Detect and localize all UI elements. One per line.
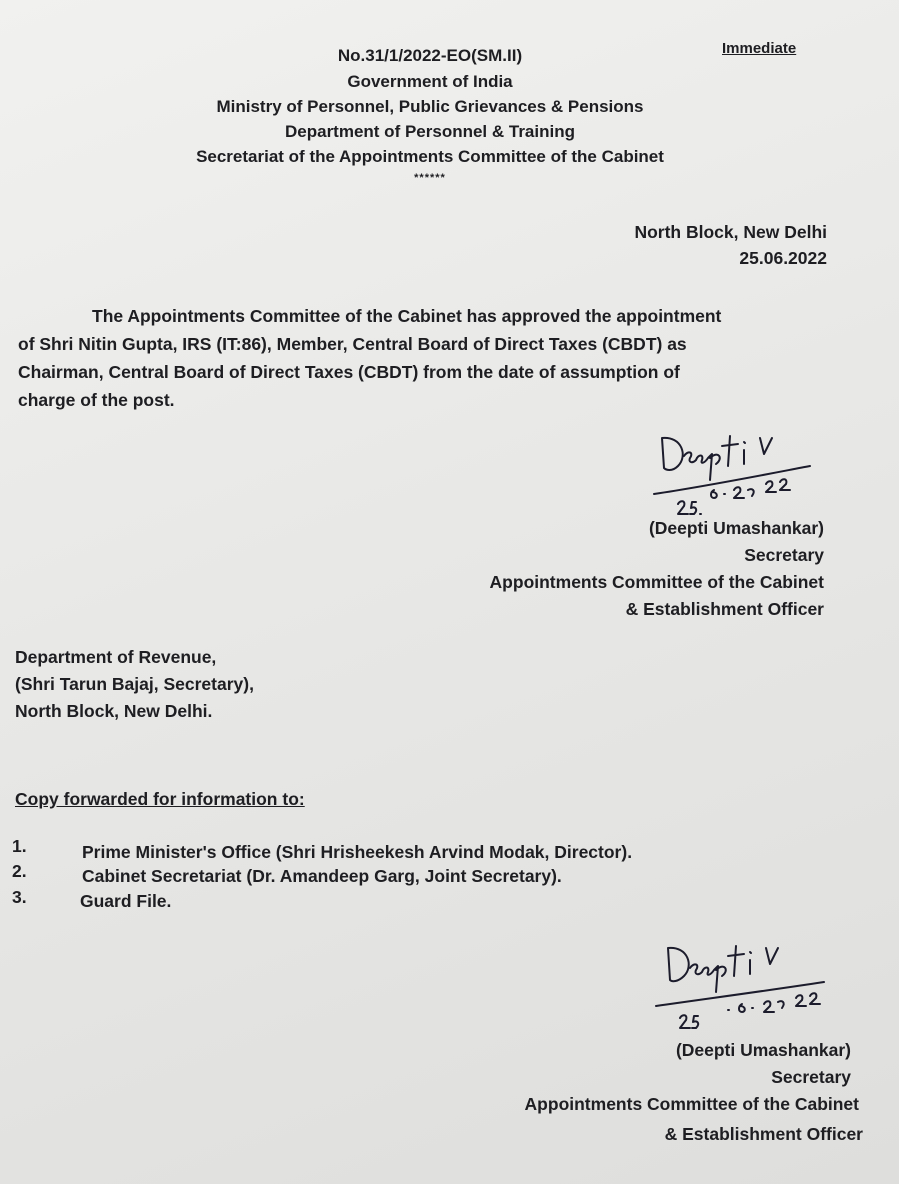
date: 25.06.2022 (739, 248, 827, 268)
copy-heading: Copy forwarded for information to: (15, 789, 305, 809)
signatory-designation-1: Secretary (744, 545, 824, 565)
handwritten-signature-2 (652, 930, 842, 1040)
signatory-office-1: Appointments Committee of the Cabinet (489, 572, 824, 592)
signatory-office-3: Appointments Committee of the Cabinet (524, 1094, 859, 1114)
signatory-designation-2: Secretary (771, 1067, 851, 1087)
handwritten-signature-1 (648, 418, 828, 523)
place: North Block, New Delhi (634, 222, 827, 242)
signatory-name-2: (Deepti Umashankar) (675, 1040, 851, 1060)
addressee-line-1: Department of Revenue, (15, 647, 217, 667)
copy-item-text: Guard File. (80, 891, 172, 911)
priority-label: Immediate (722, 40, 797, 57)
addressee-line-2: (Shri Tarun Bajaj, Secretary), (15, 674, 254, 694)
government-name: Government of India (347, 72, 513, 91)
copy-item-number: 3. (12, 887, 27, 907)
ministry-name: Ministry of Personnel, Public Grievances & Pensions (216, 97, 644, 116)
department-name: Department of Personnel & Training (285, 122, 575, 141)
body-line-3: Chairman, Central Board of Direct Taxes (CBDT) from the date of assumption of (18, 362, 680, 382)
addressee-line-3: North Block, New Delhi. (15, 701, 213, 721)
body-line-2: of Shri Nitin Gupta, IRS (IT:86), Member, Central Board of Direct Taxes (CBDT) as (18, 334, 687, 354)
copy-item-text: Cabinet Secretariat (Dr. Amandeep Garg, Joint Secretary). (82, 866, 562, 886)
signatory-office-2: & Establishment Officer (625, 599, 824, 619)
copy-item-number: 2. (12, 861, 27, 881)
signatory-name-1: (Deepti Umashankar) (648, 518, 824, 538)
secretariat-name: Secretariat of the Appointments Committee of the Cabinet (196, 147, 664, 166)
copy-item-number: 1. (12, 836, 27, 856)
signatory-office-4: & Establishment Officer (664, 1124, 863, 1144)
copy-item-text: Prime Minister's Office (Shri Hrisheekesh Arvind Modak, Director). (82, 842, 633, 862)
header-separator: ****** (414, 172, 446, 184)
body-line-4: charge of the post. (18, 390, 175, 410)
body-line-1: The Appointments Committee of the Cabinet has approved the appointment (92, 306, 722, 326)
file-number: No.31/1/2022-EO(SM.II) (337, 46, 523, 65)
